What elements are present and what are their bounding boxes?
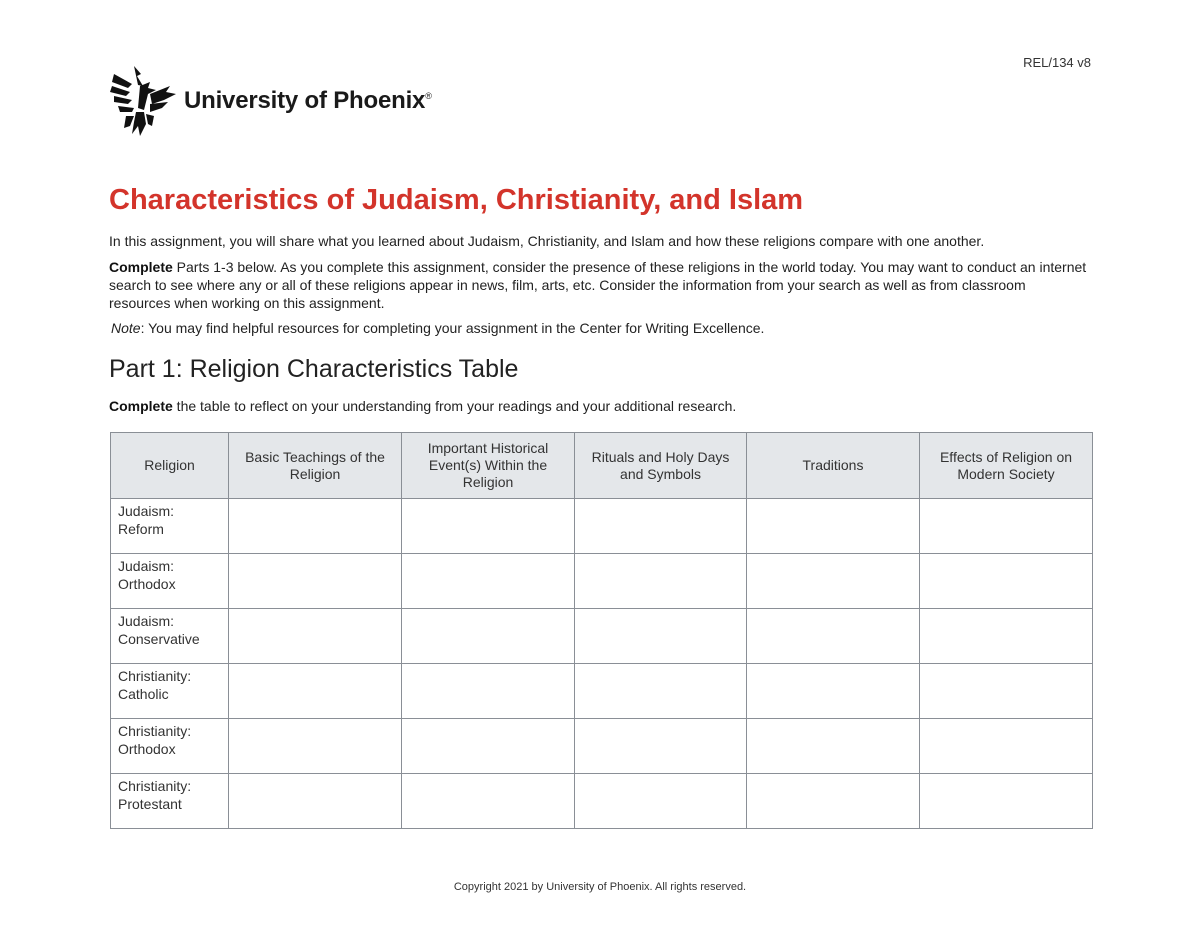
historical-events-cell[interactable] bbox=[402, 774, 575, 829]
historical-events-cell[interactable] bbox=[402, 499, 575, 554]
religion-name: Christianity: bbox=[118, 778, 192, 794]
effects-cell[interactable] bbox=[920, 719, 1093, 774]
document-title: Characteristics of Judaism, Christianity, and Islam bbox=[109, 184, 804, 216]
religion-cell bbox=[111, 664, 229, 719]
traditions-cell[interactable] bbox=[747, 774, 920, 829]
effects-cell[interactable] bbox=[920, 664, 1093, 719]
rituals-cell[interactable] bbox=[575, 774, 747, 829]
phoenix-bird-icon bbox=[110, 64, 178, 138]
rituals-cell[interactable] bbox=[575, 719, 747, 774]
effects-cell[interactable] bbox=[920, 499, 1093, 554]
table-row bbox=[111, 609, 1093, 664]
religion-branch: Reform bbox=[118, 521, 164, 537]
header-rituals-holy-days: Rituals and Holy Days and Symbols bbox=[575, 433, 747, 499]
basic-teachings-cell[interactable] bbox=[229, 664, 402, 719]
effects-cell[interactable] bbox=[920, 554, 1093, 609]
logo-wordmark: University of Phoenix® bbox=[184, 87, 432, 114]
basic-teachings-cell[interactable] bbox=[229, 554, 402, 609]
religion-characteristics-table bbox=[110, 432, 1093, 829]
basic-teachings-cell[interactable] bbox=[229, 774, 402, 829]
table-row bbox=[111, 499, 1093, 554]
header-basic-teachings: Basic Teachings of the Religion bbox=[229, 433, 402, 499]
instructions-text: Parts 1-3 below. As you complete this assignment, consider the presence of these religions in the world today. You may want to conduct an internet search to see where any or all of these religions appear in news, film, arts, etc. Consider the information from your search as well as from classroom resources when working on this assignment. bbox=[109, 259, 1087, 311]
rituals-cell[interactable] bbox=[575, 499, 747, 554]
note-paragraph bbox=[111, 319, 1101, 337]
note-lead: Note bbox=[111, 320, 141, 336]
traditions-cell[interactable] bbox=[747, 664, 920, 719]
part1-instructions-text: the table to reflect on your understanding from your readings and your additional research. bbox=[172, 398, 737, 414]
effects-cell[interactable] bbox=[920, 609, 1093, 664]
note-text: : You may find helpful resources for completing your assignment in the Center for Writing Excellence. bbox=[140, 320, 765, 336]
religion-name: Judaism: bbox=[118, 558, 175, 574]
basic-teachings-cell[interactable] bbox=[229, 609, 402, 664]
religion-cell bbox=[111, 499, 229, 554]
rituals-cell[interactable] bbox=[575, 609, 747, 664]
university-logo bbox=[110, 64, 432, 138]
traditions-cell[interactable] bbox=[747, 609, 920, 664]
religion-name: Judaism: bbox=[118, 503, 175, 519]
religion-branch: Catholic bbox=[118, 686, 169, 702]
table-row bbox=[111, 554, 1093, 609]
intro-paragraph: In this assignment, you will share what you learned about Judaism, Christianity, and Islam and how these religions compare with one another. bbox=[109, 233, 985, 249]
table-header-row bbox=[111, 433, 1093, 499]
part1-instructions bbox=[109, 397, 1099, 415]
header-effects-modern-society: Effects of Religion on Modern Society bbox=[920, 433, 1093, 499]
instructions-paragraph bbox=[109, 258, 1089, 312]
header-historical-events: Important Historical Event(s) Within the Religion bbox=[402, 433, 575, 499]
religion-cell bbox=[111, 719, 229, 774]
religion-name: Judaism: bbox=[118, 613, 175, 629]
traditions-cell[interactable] bbox=[747, 719, 920, 774]
religion-branch: Protestant bbox=[118, 796, 182, 812]
registered-mark: ® bbox=[425, 91, 432, 101]
religion-cell bbox=[111, 554, 229, 609]
historical-events-cell[interactable] bbox=[402, 609, 575, 664]
rituals-cell[interactable] bbox=[575, 664, 747, 719]
document-code: REL/134 v8 bbox=[1023, 55, 1091, 70]
part1-heading: Part 1: Religion Characteristics Table bbox=[109, 355, 519, 383]
traditions-cell[interactable] bbox=[747, 554, 920, 609]
header-traditions: Traditions bbox=[747, 433, 920, 499]
effects-cell[interactable] bbox=[920, 774, 1093, 829]
religion-name: Christianity: bbox=[118, 723, 192, 739]
copyright-footer: Copyright 2021 by University of Phoenix. All rights reserved. bbox=[453, 881, 747, 893]
table-row bbox=[111, 719, 1093, 774]
instructions-lead: Complete bbox=[109, 259, 173, 275]
historical-events-cell[interactable] bbox=[402, 554, 575, 609]
table-row bbox=[111, 664, 1093, 719]
historical-events-cell[interactable] bbox=[402, 664, 575, 719]
religion-cell bbox=[111, 774, 229, 829]
basic-teachings-cell[interactable] bbox=[229, 499, 402, 554]
religion-branch: Orthodox bbox=[118, 741, 176, 757]
rituals-cell[interactable] bbox=[575, 554, 747, 609]
religion-branch: Conservative bbox=[118, 631, 200, 647]
traditions-cell[interactable] bbox=[747, 499, 920, 554]
part1-instructions-lead: Complete bbox=[109, 398, 173, 414]
historical-events-cell[interactable] bbox=[402, 719, 575, 774]
header-religion: Religion bbox=[111, 433, 229, 499]
religion-branch: Orthodox bbox=[118, 576, 176, 592]
religion-cell bbox=[111, 609, 229, 664]
religion-name: Christianity: bbox=[118, 668, 192, 684]
basic-teachings-cell[interactable] bbox=[229, 719, 402, 774]
table-row bbox=[111, 774, 1093, 829]
